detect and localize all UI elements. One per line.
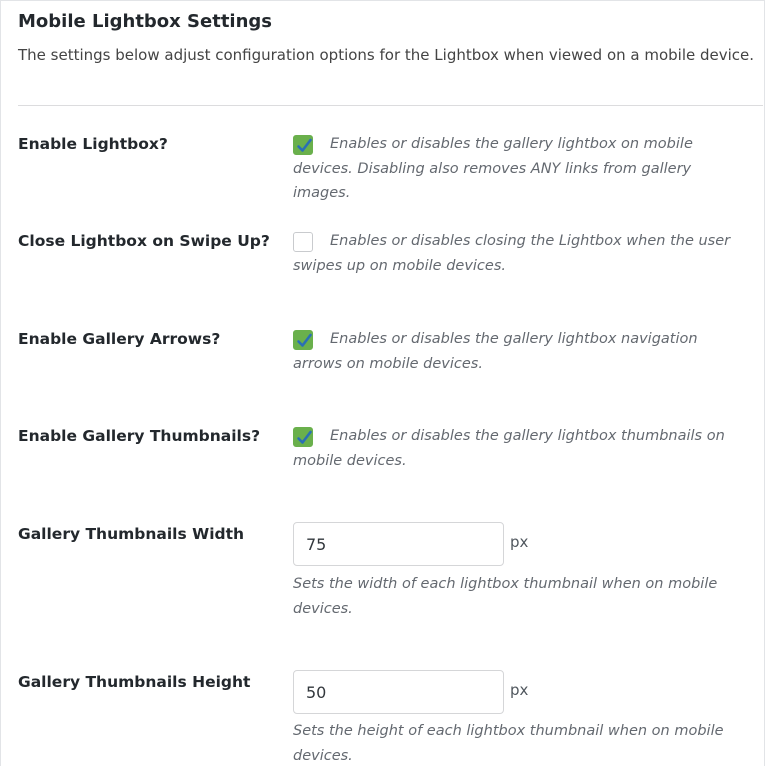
enable-lightbox-label: Enable Lightbox? — [18, 135, 168, 153]
page-title: Mobile Lightbox Settings — [18, 11, 273, 32]
enable-thumbnails-label: Enable Gallery Thumbnails? — [18, 427, 261, 445]
thumbnails-width-unit: px — [510, 533, 529, 551]
close-on-swipe-description: Enables or disables closing the Lightbox when the user swipes up on mobile devices. — [293, 233, 731, 274]
close-on-swipe-label: Close Lightbox on Swipe Up? — [18, 232, 270, 250]
enable-arrows-description: Enables or disables the gallery lightbox navigation arrows on mobile devices. — [293, 331, 698, 372]
section-divider — [18, 105, 763, 106]
thumbnails-width-label: Gallery Thumbnails Width — [18, 525, 245, 543]
enable-lightbox-description: Enables or disables the gallery lightbox on mobile devices. Disabling also removes ANY links from gallery images. — [293, 136, 693, 201]
enable-thumbnails-description: Enables or disables the gallery lightbox thumbnails on mobile devices. — [293, 428, 725, 469]
enable-arrows-label: Enable Gallery Arrows? — [18, 330, 221, 348]
thumbnails-width-input[interactable] — [293, 522, 504, 566]
thumbnails-width-description: Sets the width of each lightbox thumbnail when on mobile devices. — [293, 576, 718, 617]
thumbnails-height-unit: px — [510, 681, 529, 699]
page-subtitle: The settings below adjust configuration options for the Lightbox when viewed on a mobile device. — [18, 46, 755, 64]
thumbnails-height-description: Sets the height of each lightbox thumbnail when on mobile devices. — [293, 723, 724, 764]
thumbnails-height-input[interactable] — [293, 670, 504, 714]
thumbnails-height-label: Gallery Thumbnails Height — [18, 673, 251, 691]
